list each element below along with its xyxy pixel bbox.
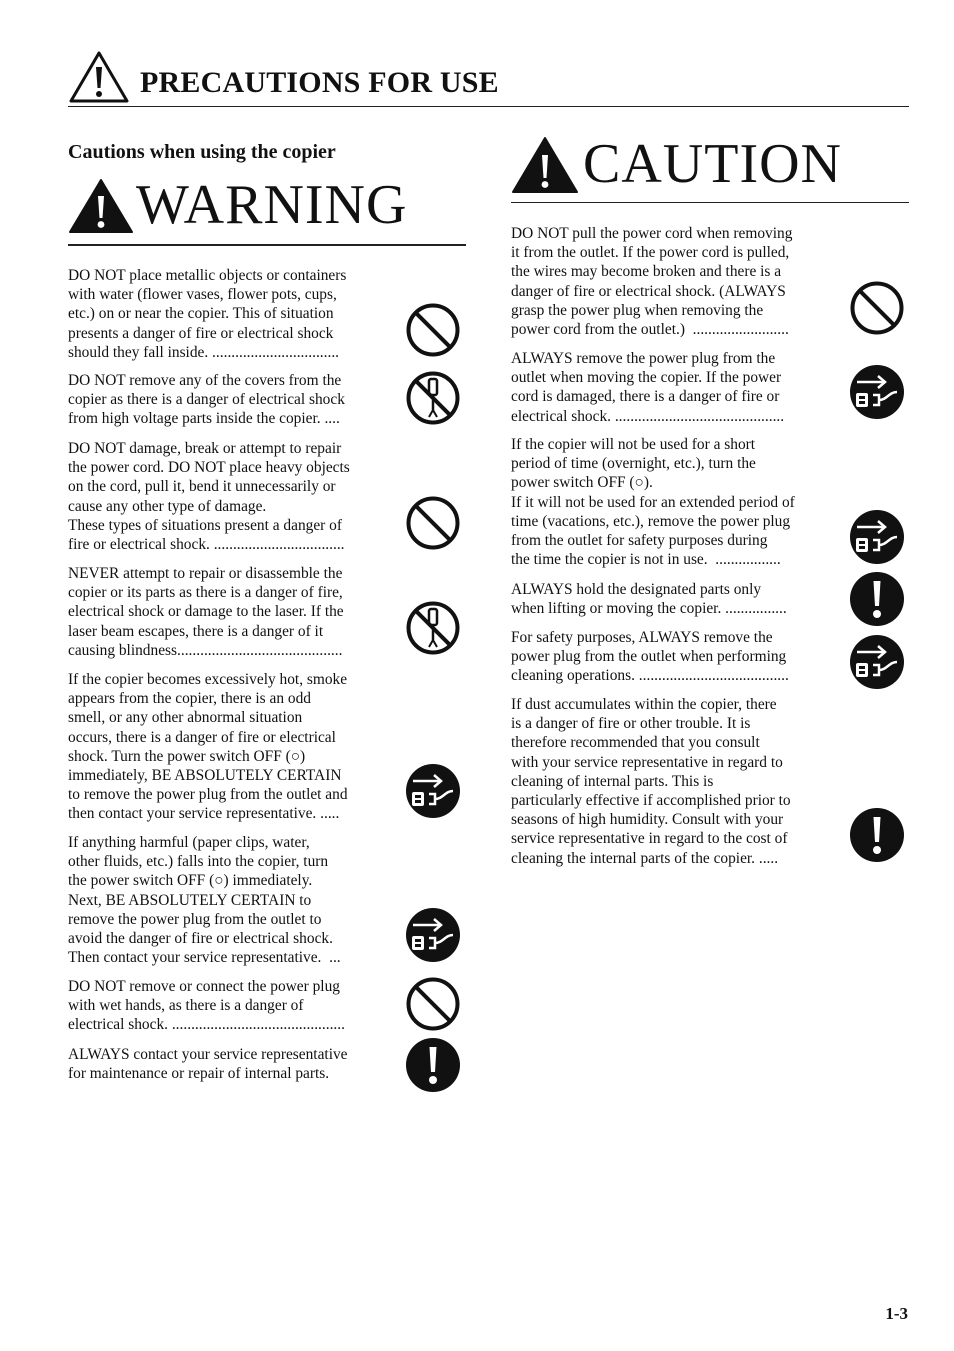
no-disassembly-icon xyxy=(405,600,461,656)
prohibited-icon xyxy=(405,302,461,358)
mandatory-icon xyxy=(849,571,905,627)
prohibited-icon xyxy=(405,976,461,1032)
page-title: PRECAUTIONS FOR USE xyxy=(140,66,499,99)
item-text: If the copier becomes excessively hot, smoke appears from the copier, there is an odd smell, or any other abnormal situation occurs, there is a danger of fire or electrical shock. Turn the power switch OFF (○) immediately, BE ABSOLUTELY CERTAIN to remove the power plug from the outlet and then contact your service representative. ..... xyxy=(68,671,348,823)
unplug-icon xyxy=(849,509,905,565)
item-text: ALWAYS hold the designated parts only when lifting or moving the copier. ................ xyxy=(511,581,787,618)
list-item xyxy=(68,439,468,559)
list-item xyxy=(511,224,909,344)
item-text: ALWAYS remove the power plug from the outlet when moving the copier. If the power cord is damaged, there is a danger of fire or electrical shock. ............................................ xyxy=(511,350,785,425)
mandatory-icon xyxy=(405,1037,461,1093)
list-item xyxy=(68,564,468,664)
list-item xyxy=(511,628,909,690)
warning-triangle-icon xyxy=(68,50,130,104)
mandatory-icon xyxy=(849,807,905,863)
item-text: DO NOT place metallic objects or containers with water (flower vases, flower pots, cups, etc.) on or near the copier. This of situation presents a danger of fire or electrical shock should they fall inside. ................................. xyxy=(68,267,347,361)
list-item xyxy=(68,266,468,366)
item-text: DO NOT remove or connect the power plug with wet hands, as there is a danger of electrical shock. ............................................. xyxy=(68,978,345,1034)
item-text: If dust accumulates within the copier, there is a danger of fire or other trouble. It is therefore recommended that you consult with your service representative in regard to cleaning of internal parts. This is particularly effective if accomplished prior to seasons of high humidity. Consult with your service representative in regard to the cost of cleaning the internal parts of the copier. ..... xyxy=(511,696,791,867)
item-text: If anything harmful (paper clips, water, other fluids, etc.) falls into the copier, turn the power switch OFF (○) immediately. Next, BE ABSOLUTELY CERTAIN to remove the power plug from the outlet to avoid the danger of fire or electrical shock. Then contact your service representative. ... xyxy=(68,834,341,967)
no-disassembly-icon xyxy=(405,370,461,426)
list-item xyxy=(511,580,909,625)
warning-banner xyxy=(68,172,466,246)
item-text: DO NOT pull the power cord when removing it from the outlet. If the power cord is pulled, the wires may become broken and there is a danger of fire or electrical shock. (ALWAYS grasp the power plug when removing the power cord from the outlet.) ......................... xyxy=(511,225,793,339)
item-text: DO NOT remove any of the covers from the copier as there is a danger of electrical shock from high voltage parts inside the copier. .... xyxy=(68,372,345,428)
unplug-icon xyxy=(849,364,905,420)
list-item xyxy=(511,695,909,875)
unplug-icon xyxy=(405,763,461,819)
item-text: If the copier will not be used for a short period of time (overnight, etc.), turn the power switch OFF (○). If it will not be used for an extended period of time (vacations, etc.), remove the power plug from the outlet for safety purposes during the time the copier is not in use. ................. xyxy=(511,436,795,569)
prohibited-icon xyxy=(849,280,905,336)
list-item xyxy=(68,371,468,431)
list-item xyxy=(68,1045,468,1095)
warning-title: WARNING xyxy=(136,174,408,236)
caution-banner xyxy=(511,132,909,203)
list-item xyxy=(68,977,468,1037)
list-item xyxy=(511,435,909,575)
item-text: NEVER attempt to repair or disassemble the copier or its parts as there is a danger of fire, electrical shock or damage to the laser. If the laser beam escapes, there is a danger of it causing blindness........................................... xyxy=(68,565,344,659)
prohibited-icon xyxy=(405,495,461,551)
item-text: For safety purposes, ALWAYS remove the power plug from the outlet when performing cleaning operations. ....................................... xyxy=(511,629,789,685)
unplug-icon xyxy=(405,907,461,963)
warning-triangle-icon xyxy=(68,178,134,234)
page-header xyxy=(68,44,909,107)
page-number: 1-3 xyxy=(885,1304,908,1323)
unplug-icon xyxy=(849,634,905,690)
list-item xyxy=(68,670,468,828)
list-item xyxy=(68,833,468,973)
item-text: DO NOT damage, break or attempt to repair the power cord. DO NOT place heavy objects on the cord, pull it, bend it unnecessarily or cause any other type of damage. These types of situations present a danger of fire or electrical shock. .................................. xyxy=(68,440,350,554)
list-item xyxy=(511,349,909,429)
item-text: ALWAYS contact your service representative for maintenance or repair of internal parts. xyxy=(68,1046,348,1083)
section-heading: Cautions when using the copier xyxy=(68,141,336,163)
warning-triangle-icon xyxy=(511,136,579,194)
caution-title: CAUTION xyxy=(583,133,842,195)
